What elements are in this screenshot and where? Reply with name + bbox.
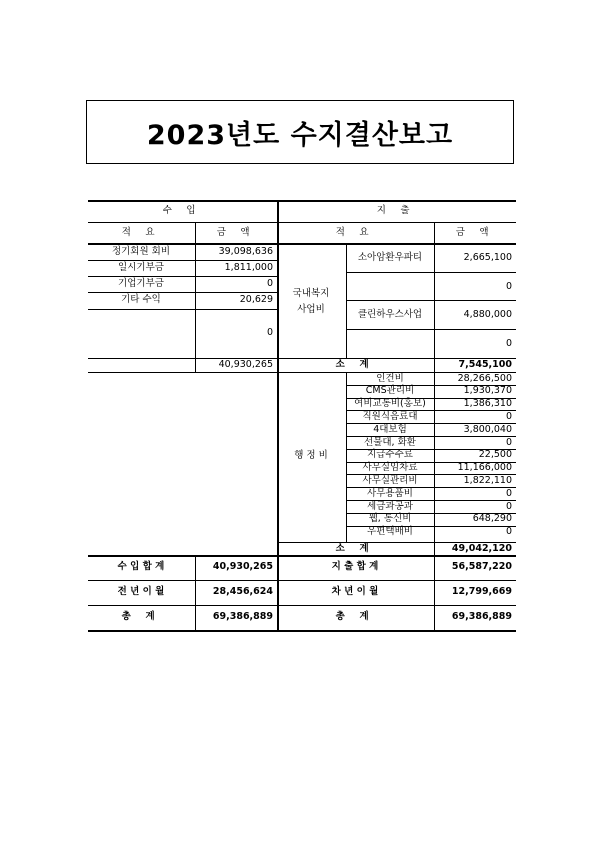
income-header: 수 입: [162, 205, 202, 216]
income-item-amount: 0: [266, 327, 273, 338]
income-item-label: 기타 수익: [121, 294, 161, 305]
domestic-subtotal: 7,545,100: [458, 359, 512, 370]
income-subtotal: 40,930,265: [218, 359, 273, 370]
grid-line: [88, 630, 516, 632]
admin-subtotal: 49,042,120: [451, 543, 512, 554]
admin-item-label: 지급수수료: [367, 449, 413, 461]
admin-item-label: 4대보험: [373, 423, 407, 435]
grid-line: [277, 200, 279, 630]
admin-item-amount: 3,800,040: [463, 423, 512, 435]
expense-col-amount: 금 액: [455, 227, 495, 238]
grid-line: [88, 276, 277, 277]
domestic-category-line2: 사업비: [297, 304, 325, 315]
grid-line: [346, 300, 516, 301]
admin-item-label: 직원식음료대: [362, 410, 418, 422]
admin-item-amount: 1,930,370: [463, 385, 512, 397]
grid-line: [195, 555, 196, 630]
income-total-label: 수 입 합 계: [117, 561, 165, 572]
prev-carry-label: 전 년 이 월: [117, 586, 165, 597]
admin-item-label: 사무실임차료: [362, 462, 418, 474]
expense-col-item: 적 요: [335, 227, 375, 238]
income-item-label: 기업기부금: [118, 278, 164, 289]
admin-item-label: CMS관리비: [365, 385, 415, 397]
prev-carry: 28,456,624: [212, 586, 273, 597]
admin-item-amount: 1,822,110: [463, 474, 512, 486]
grid-line: [88, 309, 277, 310]
admin-item-label: 사무실관리비: [362, 474, 418, 486]
admin-item-amount: 0: [505, 436, 512, 448]
grid-line: [346, 243, 347, 358]
domestic-item-label: 클린하우스사업: [357, 309, 423, 320]
income-item-label: 일시기부금: [118, 262, 164, 273]
grand-total-label-left: 총 계: [121, 611, 161, 622]
admin-item-amount: 648,290: [472, 513, 512, 525]
grid-line: [88, 260, 277, 261]
income-item-amount: 0: [266, 278, 273, 289]
grid-line: [88, 292, 277, 293]
admin-item-amount: 28,266,500: [457, 372, 512, 384]
admin-item-label: 사무용품비: [367, 487, 413, 499]
income-col-amount: 금 액: [216, 227, 256, 238]
page-title: 2023년도 수지결산보고: [86, 100, 514, 164]
grand-total-right: 69,386,889: [451, 611, 512, 622]
admin-item-amount: 11,166,000: [457, 462, 512, 474]
domestic-subtotal-label: 소 계: [335, 359, 375, 370]
domestic-item-amount: 2,665,100: [463, 252, 512, 263]
admin-item-amount: 0: [505, 410, 512, 422]
grid-line: [88, 243, 516, 245]
domestic-item-amount: 4,880,000: [463, 309, 512, 320]
grid-line: [88, 605, 516, 606]
income-item-amount: 39,098,636: [218, 246, 273, 257]
domestic-item-amount: 0: [505, 338, 512, 349]
admin-category: 행 정 비: [294, 450, 328, 461]
admin-item-label: 여비교통비(홍보): [354, 398, 426, 410]
income-item-amount: 1,811,000: [224, 262, 273, 273]
admin-item-amount: 22,500: [478, 449, 512, 461]
domestic-item-amount: 0: [505, 281, 512, 292]
admin-item-label: 우편택배비: [367, 526, 413, 538]
income-total: 40,930,265: [212, 561, 273, 572]
grid-line: [346, 329, 516, 330]
grid-line: [88, 555, 516, 557]
grand-total-label-right: 총 계: [335, 611, 375, 622]
income-item-label: 정기회원 회비: [111, 246, 171, 257]
next-carry-label: 차 년 이 월: [331, 586, 379, 597]
grid-line: [88, 222, 516, 223]
income-col-item: 적 요: [121, 227, 161, 238]
expense-total-label: 지 출 합 계: [331, 561, 379, 572]
admin-item-label: 웹, 통신비: [368, 513, 412, 525]
admin-item-amount: 0: [505, 487, 512, 499]
grid-line: [346, 272, 516, 273]
domestic-item-label: 소아암환우파티: [357, 252, 423, 263]
admin-item-label: 세금과공과: [367, 500, 413, 512]
admin-item-label: 선물대, 화환: [364, 436, 416, 448]
admin-item-amount: 1,386,310: [463, 398, 512, 410]
grand-total-left: 69,386,889: [212, 611, 273, 622]
admin-item-amount: 0: [505, 526, 512, 538]
expense-header: 지 출: [376, 205, 416, 216]
grid-line: [88, 372, 277, 373]
grid-line: [88, 200, 516, 202]
next-carry: 12,799,669: [451, 586, 512, 597]
expense-total: 56,587,220: [451, 561, 512, 572]
grid-line: [434, 222, 435, 630]
grid-line: [88, 580, 516, 581]
admin-item-label: 인건비: [376, 372, 404, 384]
grid-line: [346, 372, 347, 542]
income-item-amount: 20,629: [239, 294, 273, 305]
domestic-category-line1: 국내복지: [292, 288, 330, 299]
admin-item-amount: 0: [505, 500, 512, 512]
admin-subtotal-label: 소 계: [335, 543, 375, 554]
grid-line: [195, 222, 196, 372]
